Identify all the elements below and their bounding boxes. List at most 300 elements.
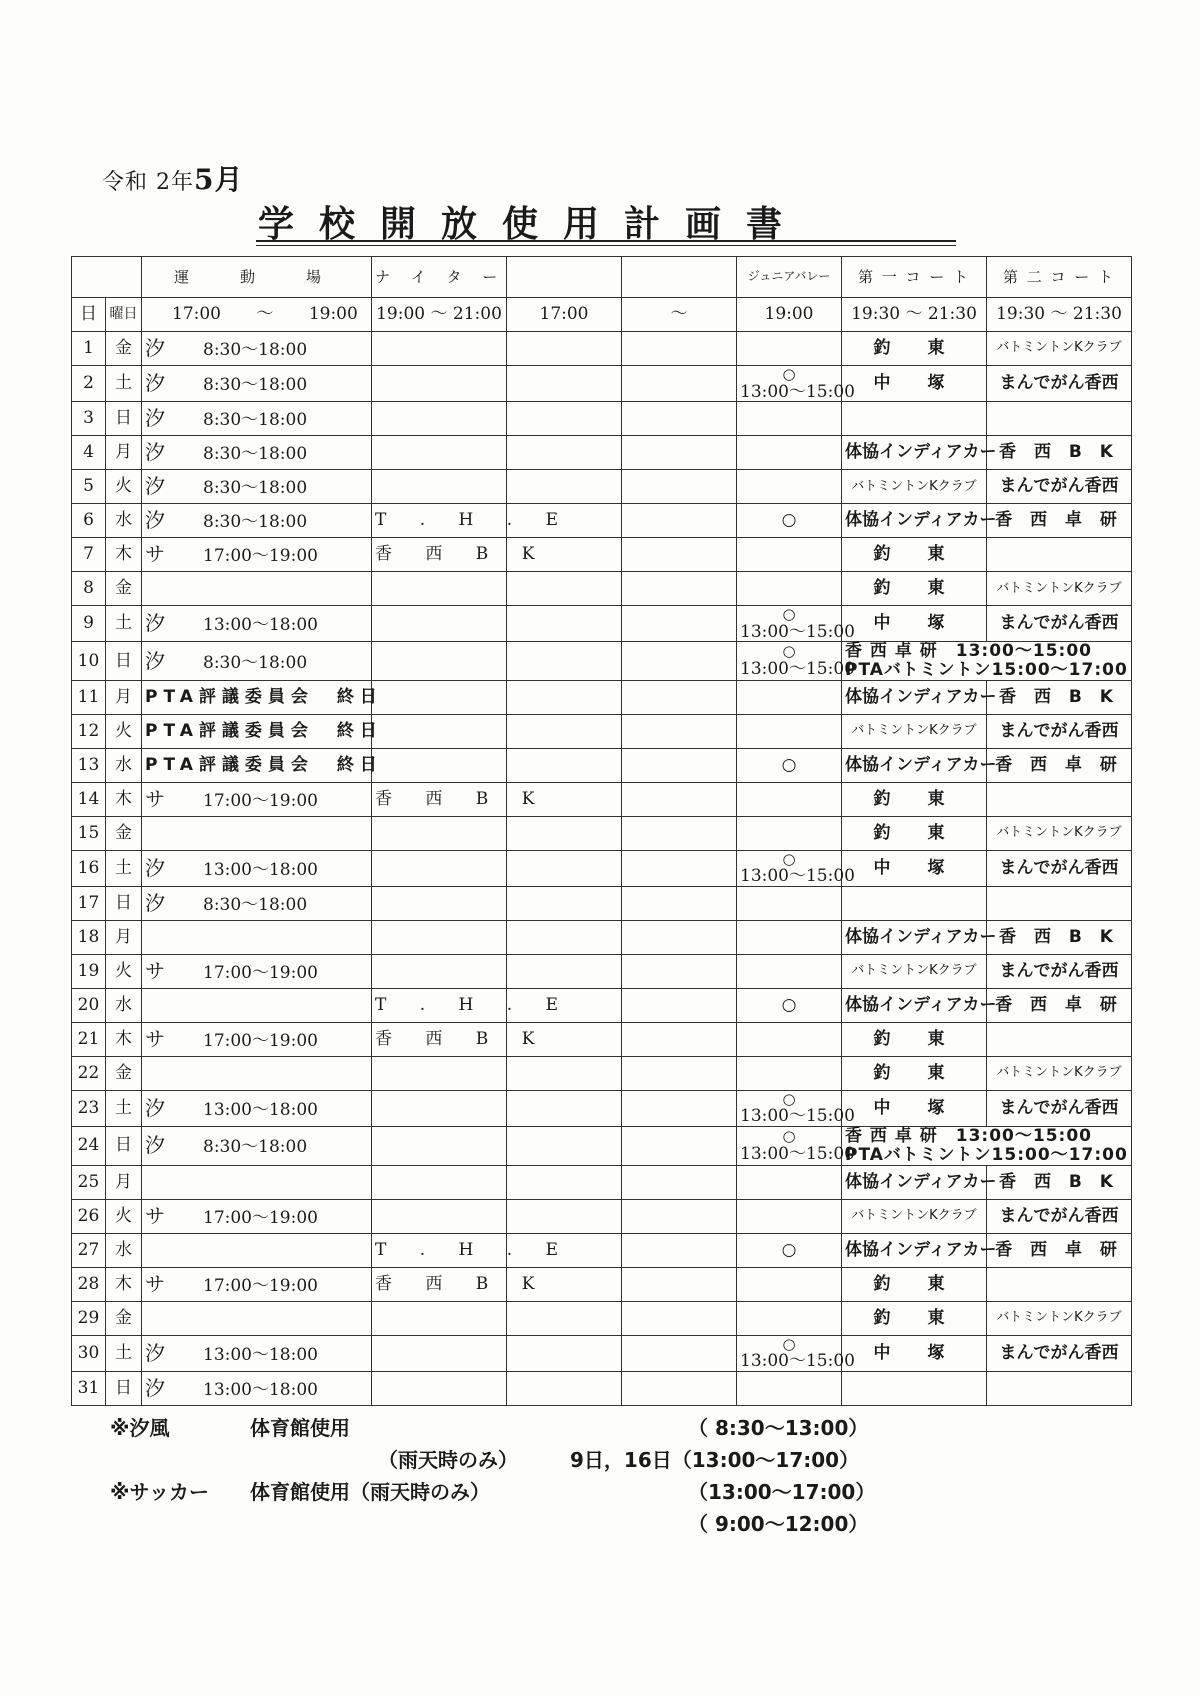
header-row-2 [72,298,1132,332]
table-row [72,1022,1132,1056]
gym-cell-b [622,850,737,886]
junior-volley-cell [737,1301,842,1335]
gym-cell-b [622,1127,737,1165]
note-shiokaze-use: 体育館使用 [250,1416,350,1440]
day-cell: 4 [72,436,106,470]
table-row [72,1199,1132,1233]
note-line-3 [110,1476,1010,1508]
court1-cell [842,1371,987,1405]
title-underline [256,240,956,242]
user-mark: 汐 [145,891,165,916]
gym-cell-a [507,954,622,988]
ground-cell [142,954,372,988]
user-mark: 汐 [145,1096,165,1121]
gym-cell-b [622,572,737,606]
ground-cell: PTA評議委員会 終日 [142,680,372,714]
month: 5月 [194,163,244,196]
user-mark: 汐 [145,1340,165,1365]
nighter-cell: T . H . E [372,988,507,1022]
note-shiokaze-label: ※汐風 [110,1416,170,1440]
time-range: 13:00～18:00 [203,1100,318,1121]
court2-cell: まんでがん香西 [987,606,1132,642]
gym-cell-b [622,1335,737,1371]
junior-volley-cell [737,605,855,642]
day-cell: 18 [72,920,106,954]
junior-time: 13:00～15:00 [740,621,855,642]
circle-mark: ○ [782,1127,796,1146]
table-row [72,850,1132,886]
user-mark: サ [145,1027,165,1052]
note-soccer-time2: （ 9:00～12:00） [688,1512,869,1536]
weekday-cell: 金 [106,1301,142,1335]
table-row [72,782,1132,816]
ground-cell [142,816,372,850]
junior-time: 13:00～15:00 [740,658,855,679]
court1-cell [842,402,987,436]
gym-cell-b [622,366,737,402]
ground-cell [142,1267,372,1301]
gym-cell-a [507,1371,622,1405]
weekday-cell: 日 [106,1127,142,1165]
document-title: 学校開放使用計画書 [258,203,808,245]
junior-volley-cell: ○ [737,988,842,1022]
nighter-cell [372,1090,507,1126]
court2-cell: まんでがん香西 [987,366,1132,402]
court1-cell: 体協インディアカー [842,1233,987,1267]
junior-volley-cell [737,1165,842,1199]
note-dates: 9日，16日（13:00～17:00） [570,1448,860,1472]
gym-cell-b [622,748,737,782]
header-dow: 曜日 [106,298,142,332]
weekday-cell: 日 [106,402,142,436]
time-range: 13:00～18:00 [203,1344,318,1365]
ground-cell [142,1233,372,1267]
gym-cell-a [507,850,622,886]
ground-cell [142,988,372,1022]
time-range: 17:00～19:00 [203,790,318,811]
user-mark: サ [145,1271,165,1296]
weekday-cell: 火 [106,470,142,504]
weekday-cell: 金 [106,816,142,850]
gym-cell-b [622,988,737,1022]
gym-cell-b [622,680,737,714]
court2-cell: まんでがん香西 [987,714,1132,748]
day-cell: 12 [72,714,106,748]
junior-volley-cell [737,1371,842,1405]
note-line-2 [110,1444,1010,1476]
day-cell: 22 [72,1056,106,1090]
table-row [72,436,1132,470]
court-entry: PTAバトミントン15:00～17:00 [845,1144,1128,1165]
gym-cell-b [622,606,737,642]
user-mark: 汐 [145,611,165,636]
time-range: 13:00～18:00 [203,1379,318,1400]
court2-cell: 香 西 B K [987,680,1132,714]
time-range: 17:00～19:00 [203,1031,318,1052]
gym-cell-b [622,402,737,436]
junior-volley-cell [737,1089,855,1127]
gym-cell-b [622,538,737,572]
court1-cell: 釣 東 [842,572,987,606]
junior-volley-cell [737,1267,842,1301]
junior-volley-cell [737,680,842,714]
court2-cell [987,782,1132,816]
gym-cell-b [622,1056,737,1090]
nighter-cell [372,1199,507,1233]
nighter-cell [372,1335,507,1371]
table-row [72,1090,1132,1126]
table-row [72,920,1132,954]
user-mark: 汐 [145,474,165,499]
junior-volley-cell [737,436,842,470]
ground-cell [142,366,372,402]
nighter-cell [372,920,507,954]
nighter-cell [372,1371,507,1405]
court1-cell: 中 塚 [842,1090,987,1126]
nighter-cell [372,1127,507,1165]
user-mark: 汐 [145,371,165,396]
junior-volley-cell: ○ [737,1233,842,1267]
table-row [72,642,1132,680]
nighter-cell [372,850,507,886]
nighter-cell [372,748,507,782]
note-soccer-label: ※サッカー [110,1480,210,1504]
user-mark: 汐 [145,856,165,880]
junior-volley-cell [737,886,842,920]
table-row [72,988,1132,1022]
table-row [72,1127,1132,1165]
day-cell: 29 [72,1301,106,1335]
nighter-cell [372,1165,507,1199]
header-nighter: ナ イ タ ー [372,257,507,298]
weekday-cell: 木 [106,538,142,572]
court1-cell: 中 塚 [842,606,987,642]
court2-cell: 香 西 卓 研 [987,748,1132,782]
court2-cell [987,1267,1132,1301]
ground-cell [142,1022,372,1056]
court1-cell: 釣 東 [842,332,987,366]
court1-cell: 釣 東 [842,538,987,572]
junior-volley-cell [737,642,855,680]
nighter-cell [372,402,507,436]
user-mark: サ [145,786,165,811]
user-mark: 汐 [145,440,165,465]
ground-cell [142,1090,372,1126]
ground-cell [142,920,372,954]
user-mark: サ [145,959,165,984]
header-junior-volley: ジュニアバレー [737,257,842,298]
table-row [72,816,1132,850]
court1-cell: 中 塚 [842,366,987,402]
day-cell: 9 [72,606,106,642]
day-cell: 21 [72,1022,106,1056]
time-range: 8:30～18:00 [203,895,308,916]
gym-cell-b [622,1165,737,1199]
weekday-cell: 水 [106,988,142,1022]
weekday-cell: 水 [106,1233,142,1267]
gym-cell-a [507,1335,622,1371]
note-shiokaze-time: （ 8:30～13:00） [688,1416,869,1440]
gym-cell-a [507,920,622,954]
junior-volley-cell [737,954,842,988]
nighter-cell [372,714,507,748]
court1-cell: 体協インディアカー [842,436,987,470]
weekday-cell: 月 [106,436,142,470]
header-gym-to: 19:00 [737,298,842,332]
header-court1-time: 19:30 ～ 21:30 [842,298,987,332]
document-date [102,158,243,198]
nighter-cell [372,1301,507,1335]
weekday-cell: 土 [106,366,142,402]
table-row [72,366,1132,402]
junior-time: 13:00～15:00 [740,381,855,402]
gym-cell-b [622,920,737,954]
court2-cell [987,1022,1132,1056]
ground-cell [142,436,372,470]
gym-cell-a [507,366,622,402]
junior-volley-cell [737,1199,842,1233]
day-cell: 7 [72,538,106,572]
ground-time-to: 19:00 [308,304,358,325]
day-cell: 5 [72,470,106,504]
table-row [72,954,1132,988]
court2-cell: バトミントンKクラブ [987,572,1132,606]
court1-cell: バトミントンKクラブ [842,470,987,504]
ground-cell [142,1335,372,1371]
nighter-cell [372,954,507,988]
day-cell: 1 [72,332,106,366]
nighter-cell [372,642,507,680]
header-nighter-time: 19:00 ～ 21:00 [372,298,507,332]
user-mark: 汐 [145,1375,165,1400]
gym-cell-a [507,1165,622,1199]
court-entry: 香 西 卓 研 13:00～15:00 [845,641,1092,662]
junior-volley-cell [737,1056,842,1090]
weekday-cell: 木 [106,1267,142,1301]
court2-cell: 香 西 B K [987,920,1132,954]
court2-cell: まんでがん香西 [987,850,1132,886]
court2-cell: 香 西 卓 研 [987,988,1132,1022]
note-line-4 [110,1508,1010,1540]
court2-cell [987,538,1132,572]
time-range: 8:30～18:00 [203,444,308,465]
weekday-cell: 日 [106,642,142,680]
weekday-cell: 火 [106,714,142,748]
court2-cell [987,1371,1132,1405]
court1-cell: 体協インディアカー [842,920,987,954]
gym-cell-a [507,470,622,504]
table-row [72,332,1132,366]
header-blank-b [622,257,737,298]
ground-cell [142,538,372,572]
day-cell: 11 [72,680,106,714]
gym-cell-b [622,954,737,988]
weekday-cell: 月 [106,680,142,714]
ground-cell [142,1301,372,1335]
gym-cell-b [622,504,737,538]
table-row [72,1056,1132,1090]
ground-cell [142,572,372,606]
gym-cell-a [507,816,622,850]
user-mark: 汐 [145,406,165,431]
nighter-cell [372,436,507,470]
header-court2-time: 19:30 ～ 21:30 [987,298,1132,332]
court2-cell: まんでがん香西 [987,470,1132,504]
user-mark: 汐 [145,648,165,673]
nighter-cell [372,470,507,504]
gym-cell-a [507,332,622,366]
day-cell: 13 [72,748,106,782]
weekday-cell: 木 [106,1022,142,1056]
court2-cell: まんでがん香西 [987,1335,1132,1371]
junior-volley-cell [737,1127,855,1165]
court1-cell: 体協インディアカー [842,1165,987,1199]
day-cell: 27 [72,1233,106,1267]
ground-cell [142,606,372,642]
court2-cell: 香 西 B K [987,1165,1132,1199]
circle-mark: ○ [782,1089,796,1108]
table-row [72,1233,1132,1267]
header-row-1 [72,257,1132,298]
circle-mark: ○ [782,605,796,624]
gym-cell-a [507,1090,622,1126]
note-soccer-use: 体育館使用（雨天時のみ） [250,1480,490,1504]
gym-cell-a [507,680,622,714]
court2-cell [987,886,1132,920]
court1-cell: 体協インディアカー [842,988,987,1022]
court2-cell: 香 西 B K [987,436,1132,470]
court2-cell: まんでがん香西 [987,1199,1132,1233]
nighter-cell [372,366,507,402]
table-row [72,402,1132,436]
junior-volley-cell [737,849,855,887]
table-row [72,470,1132,504]
header-gym-tilde: ～ [622,298,737,332]
time-range: 17:00～19:00 [203,546,318,567]
user-mark: サ [145,542,165,567]
ground-cell: PTA評議委員会 終日 [142,714,372,748]
ground-time-tilde: ～ [256,304,274,325]
day-cell: 17 [72,886,106,920]
day-cell: 16 [72,850,106,886]
table-row [72,1301,1132,1335]
junior-volley-cell [737,538,842,572]
day-cell: 14 [72,782,106,816]
day-cell: 15 [72,816,106,850]
table-row [72,748,1132,782]
court1-cell: 釣 東 [842,782,987,816]
day-cell: 6 [72,504,106,538]
gym-cell-b [622,1199,737,1233]
time-range: 8:30～18:00 [203,340,308,361]
nighter-cell [372,332,507,366]
court1-cell: 体協インディアカー [842,504,987,538]
nighter-cell [372,606,507,642]
gym-cell-b [622,816,737,850]
court1-cell: バトミントンKクラブ [842,954,987,988]
junior-volley-cell [737,816,842,850]
court1-cell: 釣 東 [842,1267,987,1301]
gym-cell-a [507,642,622,680]
header-blank-a [507,257,622,298]
time-range: 8:30～18:00 [203,410,308,431]
user-mark: 汐 [145,508,165,533]
gym-cell-b [622,1371,737,1405]
court2-cell [987,402,1132,436]
day-cell: 25 [72,1165,106,1199]
circle-mark: ○ [782,1334,796,1353]
court1-cell: 体協インディアカー [842,680,987,714]
nighter-cell [372,572,507,606]
ground-cell [142,504,372,538]
court-entry: 香 西 卓 研 13:00～15:00 [845,1126,1092,1147]
gym-cell-b [622,436,737,470]
ground-cell [142,886,372,920]
table-row [72,680,1132,714]
court1-cell: 釣 東 [842,1022,987,1056]
header-ground-time [142,298,372,332]
time-range: 17:00～19:00 [203,1207,318,1228]
table-row [72,1335,1132,1371]
header-blank [72,257,142,298]
junior-volley-cell [737,402,842,436]
court2-cell: バトミントンKクラブ [987,332,1132,366]
court2-cell: バトミントンKクラブ [987,1301,1132,1335]
time-range: 8:30～18:00 [203,512,308,533]
weekday-cell: 月 [106,1165,142,1199]
junior-volley-cell [737,1022,842,1056]
gym-cell-a [507,1301,622,1335]
circle-mark: ○ [782,642,796,661]
user-mark: 汐 [145,336,165,361]
day-cell: 19 [72,954,106,988]
gym-cell-b [622,1301,737,1335]
time-range: 8:30～18:00 [203,375,308,396]
ground-time-from: 17:00 [172,304,221,325]
junior-volley-cell [737,714,842,748]
ground-cell [142,470,372,504]
ground-cell [142,1056,372,1090]
court2-cell: 香 西 卓 研 [987,1233,1132,1267]
junior-volley-cell [737,572,842,606]
table-row [72,886,1132,920]
day-cell: 20 [72,988,106,1022]
ground-cell [142,1371,372,1405]
junior-time: 13:00～15:00 [740,1106,855,1127]
court1-cell: 釣 東 [842,1301,987,1335]
gym-cell-a [507,714,622,748]
junior-time: 13:00～15:00 [740,1351,855,1371]
note-rain-only: （雨天時のみ） [378,1448,518,1472]
gym-cell-b [622,642,737,680]
time-range: 13:00～18:00 [203,860,318,880]
header-day: 日 [72,298,106,332]
ground-cell [142,642,372,680]
weekday-cell: 日 [106,1371,142,1405]
gym-cell-a [507,572,622,606]
time-range: 8:30～18:00 [203,652,308,673]
ground-cell [142,1127,372,1165]
weekday-cell: 月 [106,920,142,954]
day-cell: 30 [72,1335,106,1371]
weekday-cell: 火 [106,1199,142,1233]
note-soccer-time1: （13:00～17:00） [688,1480,876,1504]
table-row [72,504,1132,538]
ground-cell [142,1165,372,1199]
header-gym-from: 17:00 [507,298,622,332]
gym-cell-b [622,886,737,920]
court-combined-cell [842,642,1132,680]
